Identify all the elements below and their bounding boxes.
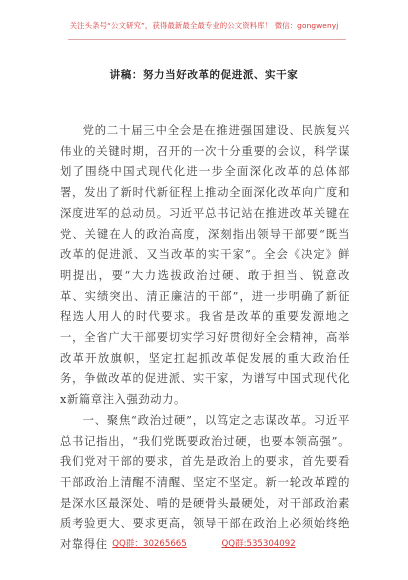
body-paragraph: 党的二十届三中全会是在推进强国建设、民族复兴伟业的关键时期，召开的一次十分重要的会议，科学谋划了围绕中国式现代化进一步全面深化改革的总体部署，发出了新时代新征程上推动全面深化改革向广度和深度进军的总动员。习近平总书记站在推进改革关键在党、关键在人的政治高度，深刻指出领导干部要“既当改革的促进派、又当改革的实干家”。全会《决定》鲜明提出，要“大力选拔政治过硬、敢于担当、锐意改革、实绩突出、清正廉洁的干部”，进一步明确了新征程选人用人的时代要求。我省是改革的重要发源地之一，全省广大干部要切实学习好贯彻好全会精神，高举改革开放旗帜，坚定扛起抓改革促发展的重大政治任务，争做改革的促进派、实干家，为谱写中国式现代化x新篇章注入强劲动力。 [60,124,350,407]
qq-group-link-2[interactable]: QQ群:535304092 [221,539,296,549]
document-body [60,121,350,556]
qq-group-link-1[interactable]: QQ群：30265665 [112,539,187,549]
header-divider [68,39,346,40]
body-paragraph: 一、聚焦“政治过硬”，以笃定之志谋改革。习近平总书记指出，“我们党既要政治过硬，也要本领高强”。我们党对干部的要求，首先是政治上的要求，首先要看干部政治上清醒不清醒、坚定不坚定。新一轮改革蹚的是深水区最深处、啃的是硬骨头最硬处，对干部政治素质考验更大、要求更高，领导干部在政治上必须始终绝对靠得住 [60,413,350,552]
header-banner[interactable]: 关注头条号“公文研究”，获得最新最全最专业的公文资料库！ 微信：gongwenyj [69,21,339,30]
document-title: 讲稿：努力当好改革的促进派、实干家 [109,69,299,81]
footer-contact [0,537,408,549]
